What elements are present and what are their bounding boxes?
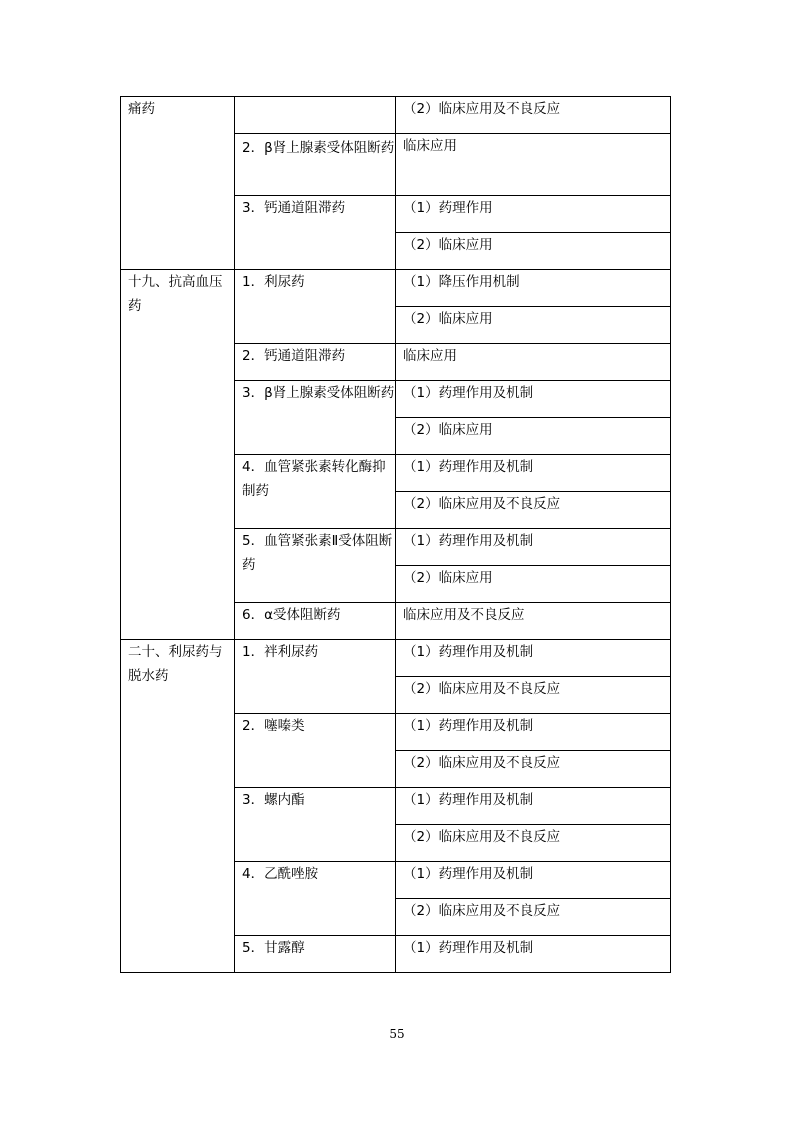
category-cell: 痛药 (121, 97, 235, 270)
subcategory-cell (235, 97, 396, 134)
subcategory-cell: 1．利尿药 (235, 270, 396, 344)
table-row (121, 270, 671, 307)
table-row (121, 640, 671, 677)
item-cell: 临床应用及不良反应 (396, 603, 671, 640)
category-cell: 十九、抗高血压药 (121, 270, 235, 640)
subcategory-cell: 3．钙通道阻滞药 (235, 196, 396, 270)
item-cell: （2）临床应用 (396, 418, 671, 455)
subcategory-cell: 2．β肾上腺素受体阻断药 (235, 134, 396, 196)
subcategory-cell: 4．乙酰唑胺 (235, 862, 396, 936)
item-cell: （2）临床应用及不良反应 (396, 825, 671, 862)
item-cell: （1）药理作用及机制 (396, 640, 671, 677)
item-cell: （1）药理作用及机制 (396, 936, 671, 973)
item-cell: （2）临床应用及不良反应 (396, 899, 671, 936)
subcategory-cell: 3．螺内酯 (235, 788, 396, 862)
item-cell: （2）临床应用 (396, 307, 671, 344)
item-cell: （2）临床应用及不良反应 (396, 492, 671, 529)
item-cell: （1）药理作用及机制 (396, 455, 671, 492)
subcategory-cell: 5．血管紧张素Ⅱ受体阻断药 (235, 529, 396, 603)
subcategory-cell: 4．血管紧张素转化酶抑制药 (235, 455, 396, 529)
item-cell: （2）临床应用 (396, 233, 671, 270)
item-cell: （1）药理作用及机制 (396, 862, 671, 899)
item-cell: （2）临床应用及不良反应 (396, 677, 671, 714)
category-cell: 二十、利尿药与脱水药 (121, 640, 235, 973)
item-cell: （1）药理作用 (396, 196, 671, 233)
item-cell: 临床应用 (396, 344, 671, 381)
item-cell: （1）降压作用机制 (396, 270, 671, 307)
subcategory-cell: 1．袢利尿药 (235, 640, 396, 714)
item-cell: （1）药理作用及机制 (396, 714, 671, 751)
subcategory-cell: 5．甘露醇 (235, 936, 396, 973)
subcategory-cell: 6．α受体阻断药 (235, 603, 396, 640)
outline-table (120, 96, 671, 973)
item-cell: （2）临床应用及不良反应 (396, 97, 671, 134)
subcategory-cell: 2．噻嗪类 (235, 714, 396, 788)
item-cell: （1）药理作用及机制 (396, 529, 671, 566)
item-cell: （2）临床应用及不良反应 (396, 751, 671, 788)
item-cell: （2）临床应用 (396, 566, 671, 603)
item-cell: （1）药理作用及机制 (396, 381, 671, 418)
page-number: 55 (389, 1027, 405, 1041)
subcategory-cell: 3．β肾上腺素受体阻断药 (235, 381, 396, 455)
item-cell: （1）药理作用及机制 (396, 788, 671, 825)
table-row (121, 97, 671, 134)
item-cell: 临床应用 (396, 134, 671, 196)
subcategory-cell: 2．钙通道阻滞药 (235, 344, 396, 381)
